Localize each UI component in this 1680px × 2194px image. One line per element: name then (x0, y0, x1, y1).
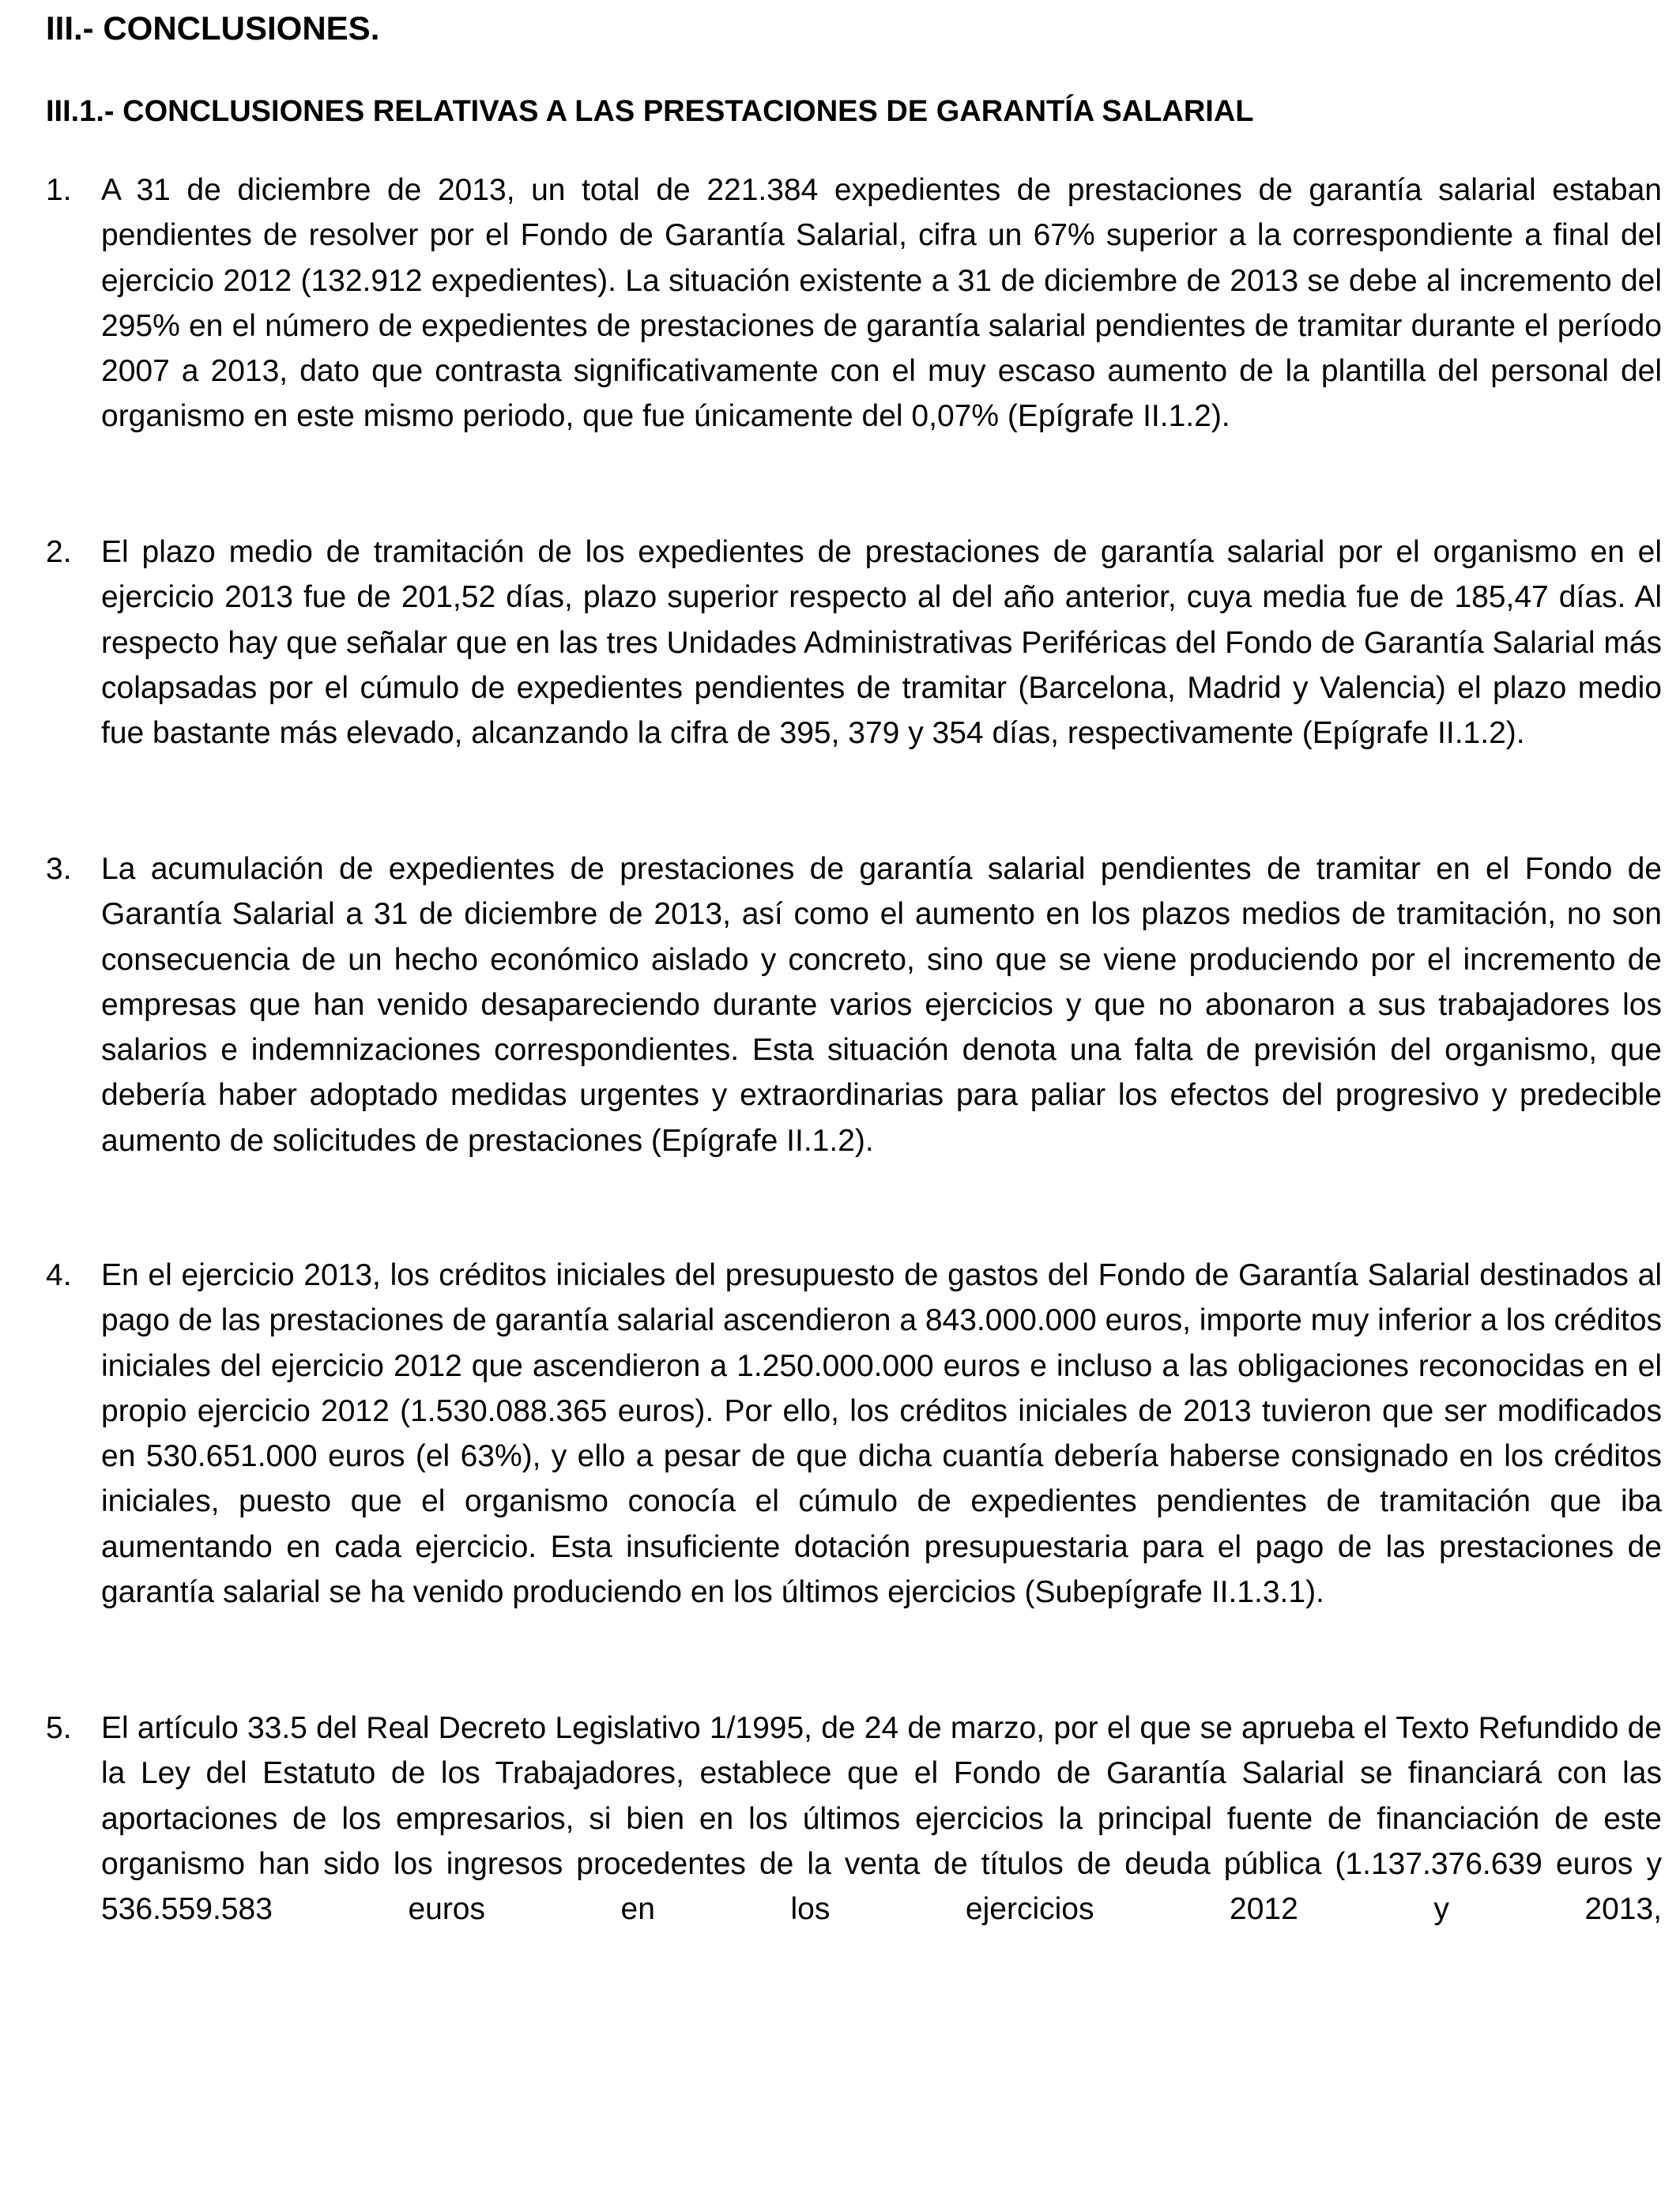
section-heading: III.- CONCLUSIONES. (46, 9, 380, 47)
item-number: 2. (46, 535, 72, 569)
item-text: El artículo 33.5 del Real Decreto Legislativo 1/1995, de 24 de marzo, por el que se aprueba el Texto Refundido de la Ley del Estatuto de los Trabajadores, establece que el Fondo de Garantía Salarial se financiará con las aportaciones de los empresarios, si bien en los últimos ejercicios la principal fuente de financiación de este organismo han sido los ingresos procedentes de la venta de títulos de deuda pública (1.137.376.639 euros y 536.559.583 euros en los ejercicios 2012 y 2013, (101, 1711, 1662, 1927)
item-text: El plazo medio de tramitación de los expedientes de prestaciones de garantía salarial por el organismo en el ejercicio 2013 fue de 201,52 días, plazo superior respecto al del año anterior, cuya media fue de 185,47 días. Al respecto hay que señalar que en las tres Unidades Administrativas Periféricas del Fondo de Garantía Salarial más colapsadas por el cúmulo de expedientes pendientes de tramitar (Barcelona, Madrid y Valencia) el plazo medio fue bastante más elevado, alcanzando la cifra de 395, 379 y 354 días, respectivamente (Epígrafe II.1.2). (101, 535, 1662, 751)
item-number: 4. (46, 1258, 72, 1292)
item-number: 3. (46, 852, 72, 886)
subsection-heading: III.1.- CONCLUSIONES RELATIVAS A LAS PRESTACIONES DE GARANTÍA SALARIAL (46, 95, 1254, 128)
item-text: A 31 de diciembre de 2013, un total de 221.384 expedientes de prestaciones de garantía salarial estaban pendientes de resolver por el Fondo de Garantía Salarial, cifra un 67% superior a la correspondiente a final del ejercicio 2012 (132.912 expedientes). La situación existente a 31 de diciembre de 2013 se debe al incremento del 295% en el número de expedientes de prestaciones de garantía salarial pendientes de tramitar durante el período 2007 a 2013, dato que contrasta significativamente con el muy escaso aumento de la plantilla del personal del organismo en este mismo periodo, que fue únicamente del 0,07% (Epígrafe II.1.2). (101, 173, 1662, 434)
item-number: 1. (46, 173, 72, 207)
item-text: En el ejercicio 2013, los créditos iniciales del presupuesto de gastos del Fondo de Garantía Salarial destinados al pago de las prestaciones de garantía salarial ascendieron a 843.000.000 euros, importe muy inferior a los créditos iniciales del ejercicio 2012 que ascendieron a 1.250.000.000 euros e incluso a las obligaciones reconocidas en el propio ejercicio 2012 (1.530.088.365 euros). Por ello, los créditos iniciales de 2013 tuvieron que ser modificados en 530.651.000 euros (el 63%), y ello a pesar de que dicha cuantía debería haberse consignado en los créditos iniciales, puesto que el organismo conocía el cúmulo de expedientes pendientes de tramitación que iba aumentando en cada ejercicio. Esta insuficiente dotación presupuestaria para el pago de las prestaciones de garantía salarial se ha venido produciendo en los últimos ejercicios (Subepígrafe II.1.3.1). (101, 1258, 1663, 1610)
item-number: 5. (46, 1711, 72, 1745)
item-text: La acumulación de expedientes de prestaciones de garantía salarial pendientes de tramitar en el Fondo de Garantía Salarial a 31 de diciembre de 2013, así como el aumento en los plazos medios de tramitación, no son consecuencia de un hecho económico aislado y concreto, sino que se viene produciendo por el incremento de empresas que han venido desapareciendo durante varios ejercicios y que no abonaron a sus trabajadores los salarios e indemnizaciones correspondientes. Esta situación denota una falta de previsión del organismo, que debería haber adoptado medidas urgentes y extraordinarias para paliar los efectos del progresivo y predecible aumento de solicitudes de prestaciones (Epígrafe II.1.2). (101, 852, 1662, 1158)
